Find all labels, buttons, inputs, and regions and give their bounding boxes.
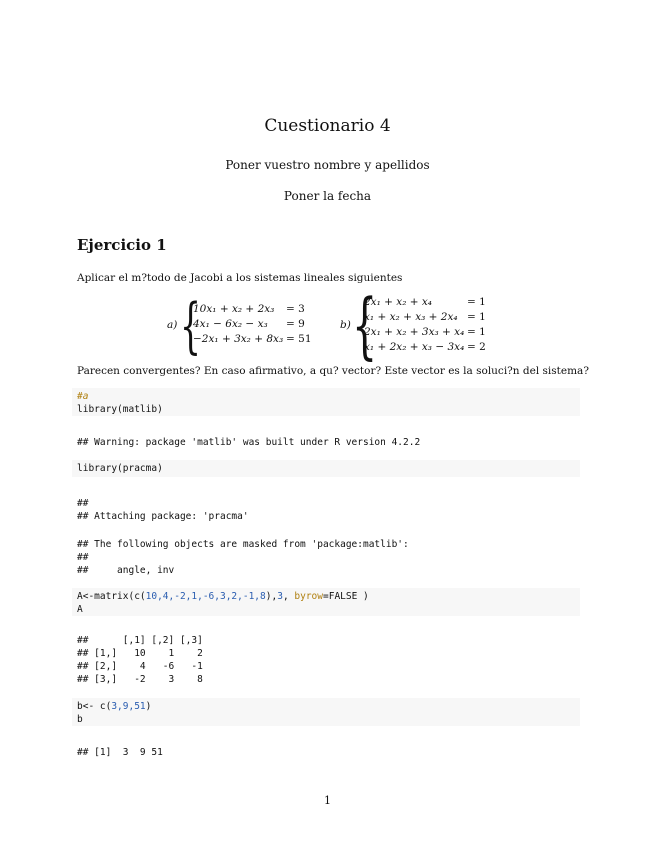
code-text: b<- c( <box>77 701 112 712</box>
code-text: ), <box>265 591 278 602</box>
code-output-warning: ## Warning: package 'matlib' was built under R version 4.2.2 <box>77 437 421 448</box>
code-text: A<-matrix(c( <box>77 591 146 602</box>
equation-lhs: 4x₁ − 6x₂ − x₃ <box>193 318 268 330</box>
author-line: Poner vuestro nombre y apellidos <box>225 158 430 172</box>
code-line <box>77 590 575 603</box>
code-number: 3 <box>277 591 283 602</box>
code-line <box>77 700 575 713</box>
equation-lhs: 2x₁ + x₂ + x₄ <box>364 296 433 308</box>
equation-lhs: x₁ + x₂ + x₃ + 2x₄ <box>364 311 458 323</box>
code-output-attach: ## ## Attaching package: 'pracma' <box>77 498 249 522</box>
date-line: Poner la fecha <box>283 189 372 203</box>
system-a-brace: { <box>180 291 202 361</box>
system-b-row <box>364 340 494 355</box>
equation-lhs: −2x₁ + 3x₂ + 8x₃ <box>193 333 284 345</box>
system-a-row <box>193 317 323 332</box>
code-number: 3,9,51 <box>111 701 146 712</box>
system-b-row <box>364 325 494 340</box>
code-chunk <box>72 460 580 477</box>
system-a <box>193 302 323 347</box>
system-b-label: b) <box>340 319 351 331</box>
code-chunk <box>72 388 580 416</box>
code-line: library(matlib) <box>77 404 163 415</box>
code-output-matrix: ## [,1] [,2] [,3] ## [1,] 10 1 2 ## [2,] 4 -6 -1 ## [3,] -2 3 8 <box>77 635 203 685</box>
code-output-vector: ## [1] 3 9 51 <box>77 747 163 758</box>
code-text: =FALSE ) <box>323 591 369 602</box>
system-b-row <box>364 295 494 310</box>
equation-rhs: = 1 <box>467 296 486 308</box>
equation-rhs: = 9 <box>286 318 305 330</box>
code-text: ) <box>145 701 152 712</box>
code-line: b <box>77 714 83 725</box>
code-line: library(pracma) <box>77 463 163 474</box>
code-chunk <box>72 698 580 726</box>
system-a-row <box>193 302 323 317</box>
system-a-label: a) <box>167 319 178 331</box>
equation-lhs: 2x₁ + x₂ + 3x₃ + x₄ <box>364 326 465 338</box>
equation-lhs: x₁ + 2x₂ + x₃ − 3x₄ <box>364 341 465 353</box>
equation-rhs: = 2 <box>467 341 486 353</box>
intro-paragraph: Aplicar el m?todo de Jacobi a los sistemas lineales siguientes <box>77 272 403 284</box>
code-number: 10,4,-2,1,-6,3,2,-1,8 <box>145 591 266 602</box>
system-b-brace: { <box>352 283 378 367</box>
equation-rhs: = 1 <box>467 311 486 323</box>
question-paragraph: Parecen convergentes? En caso afirmativo, a qu? vector? Este vector es la soluci?n del sistema? <box>77 365 589 377</box>
code-output-masked: ## The following objects are masked from 'package:matlib': ## ## angle, inv <box>77 539 409 576</box>
document-title: Cuestionario 4 <box>264 116 391 136</box>
code-text: , <box>282 591 295 602</box>
equation-lhs: 10x₁ + x₂ + 2x₃ <box>193 303 275 315</box>
code-comment: #a <box>77 391 89 402</box>
equation-rhs: = 51 <box>286 333 312 345</box>
system-b <box>364 295 494 355</box>
code-argument: byrow <box>294 591 323 602</box>
code-line: A <box>77 604 83 615</box>
system-b-row <box>364 310 494 325</box>
code-chunk <box>72 588 580 616</box>
section-heading: Ejercicio 1 <box>77 236 167 254</box>
page-number: 1 <box>324 794 331 807</box>
system-a-row <box>193 332 323 347</box>
equation-rhs: = 3 <box>286 303 305 315</box>
equation-rhs: = 1 <box>467 326 486 338</box>
